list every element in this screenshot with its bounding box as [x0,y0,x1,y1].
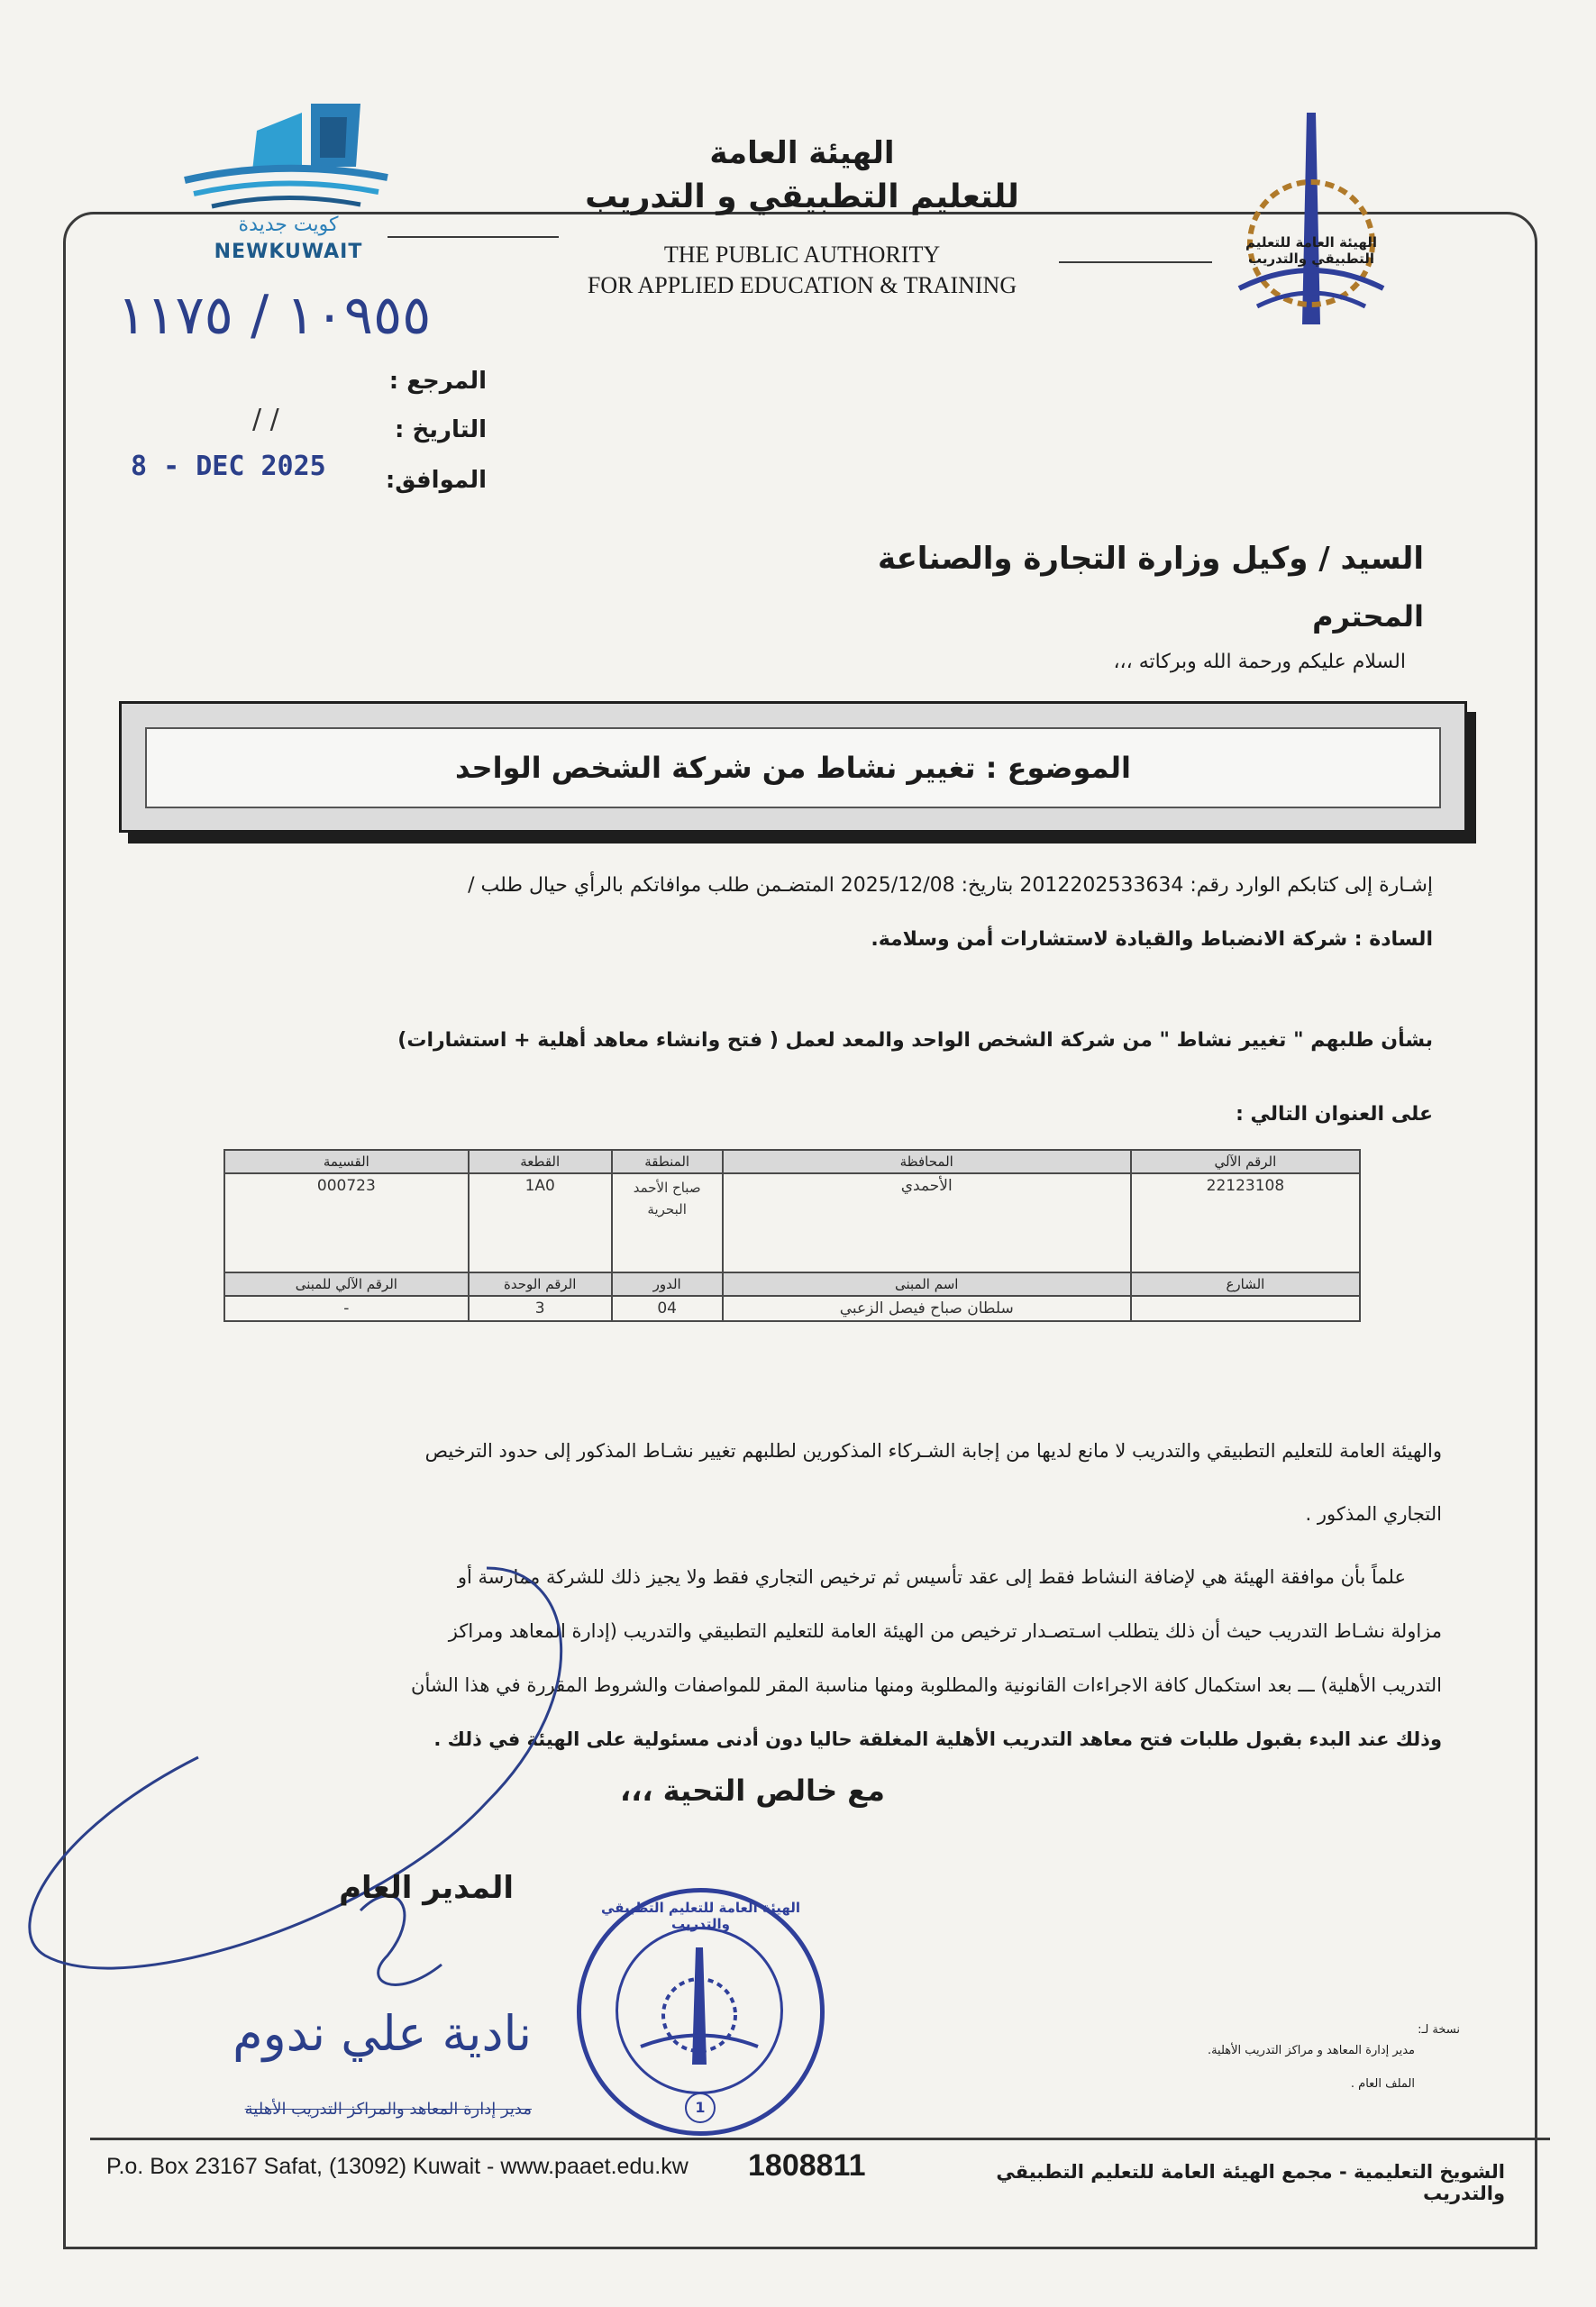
para1-line2: السادة : شركة الانضباط والقيادة لاستشارات أمن وسلامة. [871,928,1433,951]
table-header-cell: المحافظة [723,1150,1131,1173]
table-header-cell: القطعة [469,1150,612,1173]
copies-item2: الملف العام . [1350,2077,1415,2091]
address-table [223,1149,1361,1322]
newkuwait-en-text: NEWKUWAIT [214,241,363,263]
para4-line1: علماً بأن موافقة الهيئة هي لإضافة النشاط فقط إلى عقد تأسيس ثم ترخيص التجاري فقط ولا يجيز ذلك للشركة ممارسة أو [457,1566,1406,1588]
reference-label: المرجع : [388,368,487,395]
para3-line2: التجاري المذكور . [1305,1503,1442,1525]
footer-phone: 1808811 [748,2148,866,2183]
para4-line4: وذلك عند البدء بقبول طلبات فتح معاهد التدريب الأهلية المغلقة حاليا دون أدنى مسئولية على الهيئة في ذلك . [433,1728,1442,1750]
corresponding-label: الموافق: [385,467,487,494]
table-cell: سلطان صباح فيصل الزعبي [723,1296,1131,1321]
org-name-en-line1: THE PUBLIC AUTHORITY [663,242,941,268]
stamp-number: 1 [685,2093,716,2123]
stamp-text: الهيئة العامة للتعليم التطبيقي والتدريب [600,1900,801,1932]
para4-line3: التدريب الأهلية) ـــ بعد استكمال كافة الاجراءات القانونية والمطلوبة ومنها مناسبة المقر للمواصفات والشروط المقررة في هذا الشأن [411,1674,1442,1696]
paaet-emblem-icon [1221,108,1401,351]
table-cell: الأحمدي [723,1173,1131,1272]
table-row [224,1150,1360,1173]
org-name-en-line2: FOR APPLIED EDUCATION & TRAINING [587,272,1017,298]
footer-address-ar: الشويخ التعليمية - مجمع الهيئة العامة للتعليم التطبيقي والتدريب [996,2161,1505,2204]
subject-box [119,701,1467,833]
paaet-emblem [1221,108,1401,351]
table-row [224,1173,1360,1272]
para2-line2: على العنوان التالي : [1236,1103,1433,1126]
date-stamp: 8 - DEC 2025 [131,451,326,482]
table-header-cell: اسم المبنى [723,1272,1131,1296]
table-header-cell: الرقم الآلي للمبنى [224,1272,469,1296]
org-name-ar-line1: الهيئة العامة [709,135,895,171]
table-cell: - [224,1296,469,1321]
table-header-cell: القسيمة [224,1150,469,1173]
signature-handwritten-role: مدير إدارة المعاهد والمراكز التدريب الأهلية [244,2100,532,2119]
footer-divider [90,2138,1550,2140]
signature-title: المدير العام [339,1870,514,1906]
greeting: السلام عليكم ورحمة الله وبركاته ،،، [1113,651,1406,673]
table-header-cell: الشارع [1131,1272,1360,1296]
addressee-title: المحترم [1312,599,1424,634]
para2-line1: بشأن طلبهم " تغيير نشاط " من شركة الشخص الواحد والمعد لعمل ( فتح وانشاء معاهد أهلية + استشارات) [397,1029,1433,1052]
table-cell: 1A0 [469,1173,612,1272]
stamp-emblem-icon [618,1929,780,2092]
subject-text: الموضوع : تغيير نشاط من شركة الشخص الواحد [455,751,1131,785]
table-header-cell: المنطقة [612,1150,723,1173]
table-row [224,1296,1360,1321]
copies-item1: مدير إدارة المعاهد و مراكز التدريب الأهلية. [1207,2044,1415,2057]
footer-pobox: P.o. Box 23167 Safat, (13092) Kuwait - www.paaet.edu.kw [106,2154,689,2179]
date-slashes: / / [252,404,279,435]
table-header-cell: الدور [612,1272,723,1296]
table-cell: 04 [612,1296,723,1321]
emblem-ar-text: الهيئة العامة للتعليم التطبيقي والتدريب [1245,234,1378,267]
reference-handwritten: ١٠٩٥٥ / ١١٧٥ [117,284,432,347]
table-header-cell: الرقم الآلي [1131,1150,1360,1173]
closing: مع خالص التحية ،،، [620,1774,885,1808]
date-label: التاريخ : [395,416,487,443]
signature-loop-icon [18,1532,649,2046]
para1-line1: إشـارة إلى كتابكم الوارد رقم: 2012202533634 بتاريخ: 2025/12/08 المتضـمن طلب موافاتكم بالرأي حيال طلب / [468,874,1433,897]
table-header-cell: الرقم الوحدة [469,1272,612,1296]
table-cell: 3 [469,1296,612,1321]
newkuwait-ar-text: كويت جديدة [238,214,339,236]
header-divider-left [388,236,559,238]
table-cell: صباح الأحمد البحرية [612,1173,723,1272]
table-cell: 22123108 [1131,1173,1360,1272]
table-cell [1131,1296,1360,1321]
para3-line1: والهيئة العامة للتعليم التطبيقي والتدريب لا مانع لديها من إجابة الشـركاء المذكورين لطلبهم تغيير نشـاط المذكور إلى حدود الترخيص [424,1440,1442,1462]
dhow-sail-icon [176,95,397,212]
para4-line2: مزاولة نشـاط التدريب حيث أن ذلك يتطلب اسـتصـدار ترخيص من الهيئة العامة للتعليم التطبيقي والتدريب (إدارة المعاهد ومراكز [448,1620,1442,1642]
org-name-ar-line2: للتعليم التطبيقي و التدريب [585,178,1019,215]
newkuwait-logo [176,95,397,284]
signature-handwritten-name: نادية علي ندوم [233,2005,532,2062]
copies-label: نسخة لـ: [1418,2023,1460,2037]
header-divider-right [1059,261,1212,263]
table-row [224,1272,1360,1296]
table-cell: 000723 [224,1173,469,1272]
addressee-line1: السيد / وكيل وزارة التجارة والصناعة [877,541,1424,577]
official-stamp [577,1888,825,2136]
